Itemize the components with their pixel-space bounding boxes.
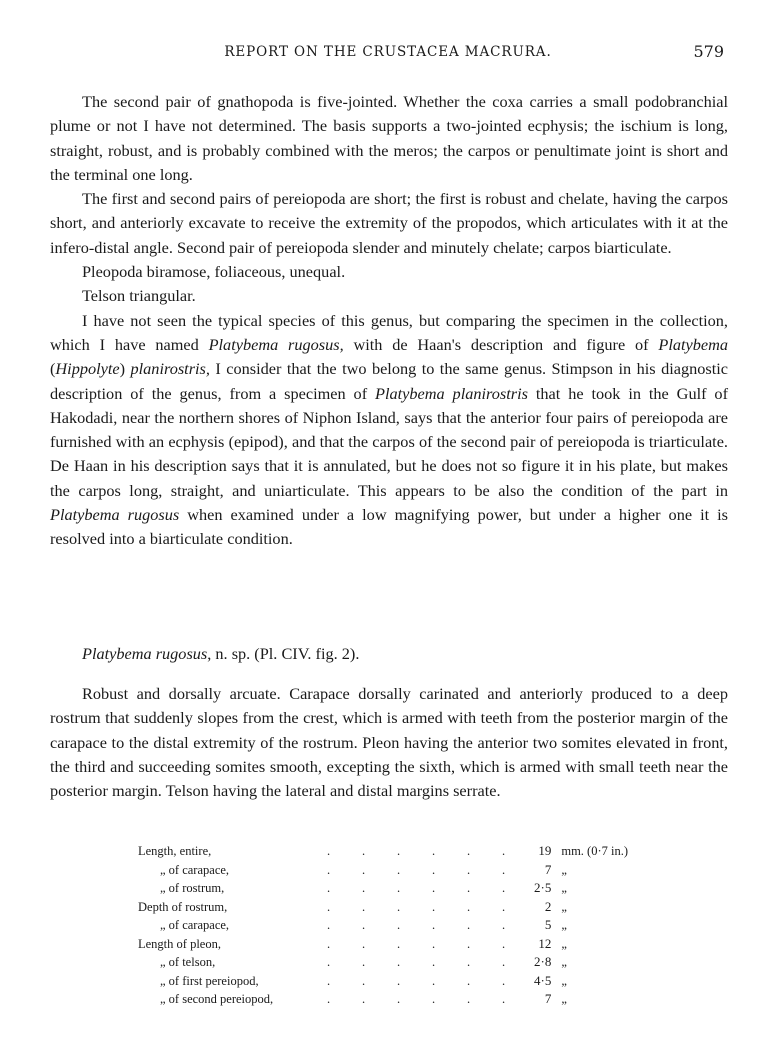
leader-dot: . [502,918,506,932]
leader-dot: . [432,844,436,858]
leader-dot: . [397,881,401,895]
leader-dot: . [362,881,366,895]
leader-dot: . [362,936,366,951]
measurement-unit: mm. (0·7 in.) [561,844,629,858]
leader-dot: . [502,955,506,969]
measurement-row [138,879,658,898]
leader-dot: . [467,992,471,1006]
paragraph-telson: Telson triangular. [82,286,196,306]
leader-dot: . [397,862,401,877]
leader-dot: . [432,955,436,969]
leader-dot: . [397,899,401,914]
measurement-value: 4·5 [534,972,552,988]
leader-dot: . [467,899,471,914]
leader-dot: . [502,973,506,988]
measurement-value: 2 [544,898,552,914]
leader-dot: . [327,992,331,1006]
measurement-value: 2·5 [534,880,552,895]
measurements-body [138,842,658,1009]
body-text [50,90,728,552]
genus-name: Hippolyte [55,359,120,379]
leader-dot: . [362,844,366,858]
paragraph-gnathopoda: The second pair of gnathopoda is five-jointed. Whether the coxa carries a small podobranchial plume or not I have not determined. The basis supports a two-jointed ecphysis; the ischium is long, straight, robust, and is probably combined with the meros; the carpos or penultimate joint is short and the terminal one long. [50,92,728,184]
leader-dot: . [467,973,471,988]
leader-dot: . [432,936,436,951]
leader-dot: . [432,862,436,877]
measurement-unit: „ [561,881,567,895]
species-heading-name: Platybema rugosus [82,644,208,663]
leader-dot: . [397,936,401,951]
measurement-value: 7 [544,861,552,877]
leader-dot: . [327,899,331,914]
measurement-unit: „ [561,862,567,877]
measurement-unit: „ [561,955,567,969]
species-name: Platybema rugosus, [208,334,344,354]
description-paragraph: Robust and dorsally arcuate. Carapace dorsally carinated and anteriorly produced to a deep rostrum that suddenly slopes from the crest, which is armed with teeth from the posterior margin of the carapace to the distal extremity of the rostrum. Pleon having the anterior two somites elevated in front, the third and succeeding somites smooth, excepting the sixth, which is armed with small teeth near the posterior margin. Telson having the lateral and distal margins serrate. [50,684,728,801]
leader-dot: . [327,844,331,858]
measurement-row [138,953,658,972]
page-number: 579 [693,42,724,61]
leader-dot: . [362,899,366,914]
species-name: Platybema rugosus [50,505,180,525]
text-run: I have not seen the typical species of this genus, but comparing the specimen in the collection, which I have named [50,310,728,354]
leader-dots [311,972,521,991]
measurement-value: 7 [544,991,552,1006]
leader-dot: . [397,844,401,858]
leader-dots [311,916,521,935]
measurement-row [138,898,658,917]
measurement-label: „ of first pereiopod, [160,973,259,988]
measurement-row [138,935,658,954]
leader-dots [311,898,521,917]
measurement-row [138,972,658,991]
species-epithet: planirostris, [130,359,210,379]
measurement-label: „ of telson, [160,955,216,969]
leader-dot: . [327,862,331,877]
species-name: Platybema planirostris [375,383,528,403]
measurement-row [138,861,658,880]
leader-dot: . [467,936,471,951]
leader-dot: . [327,955,331,969]
text-run: I consider that the two belong to the same genus. Stimpson in his diagnostic description of the genus, from a specimen of [50,359,728,403]
leader-dots [311,842,521,861]
leader-dots [311,990,521,1009]
leader-dot: . [327,936,331,951]
species-description [50,682,728,803]
leader-dot: . [467,955,471,969]
measurements-table [138,842,658,1009]
measurement-label: „ of second pereiopod, [160,992,274,1006]
measurement-value: 19 [538,843,552,858]
leader-dot: . [362,973,366,988]
measurement-label: „ of carapace, [160,918,230,932]
measurement-label: Length of pleon, [138,936,221,951]
measurement-label: Depth of rostrum, [138,899,228,914]
leader-dot: . [397,973,401,988]
species-heading-suffix: , n. sp. (Pl. CIV. fig. 2). [207,644,360,663]
text-run: ) [119,359,131,379]
paragraph-pleopoda: Pleopoda biramose, foliaceous, unequal. [82,262,346,282]
leader-dot: . [502,844,506,858]
text-run: ( [50,359,56,379]
leader-dots [311,953,521,972]
text-run: when examined under a low magnifying power, but under a higher one it is resolved into a biarticulate condition. [50,505,728,549]
measurement-unit: „ [561,973,567,988]
leader-dot: . [502,881,506,895]
running-head: REPORT ON THE CRUSTACEA MACRURA. [224,44,552,60]
measurement-unit: „ [561,992,567,1006]
measurement-label: Length, entire, [138,844,212,858]
leader-dot: . [327,973,331,988]
leader-dots [311,861,521,880]
leader-dot: . [502,992,506,1006]
leader-dot: . [362,918,366,932]
leader-dot: . [432,992,436,1006]
leader-dot: . [467,918,471,932]
leader-dots [311,935,521,954]
measurement-value: 5 [544,917,552,932]
measurement-row [138,916,658,935]
leader-dot: . [432,918,436,932]
page-header [0,44,776,68]
leader-dot: . [362,862,366,877]
paragraph-pereiopoda: The first and second pairs of pereiopoda are short; the first is robust and chelate, having the carpos short, and anteriorly excavate to receive the extremity of the propodos, which articulates with it at the infero-distal angle. Second pair of pereiopoda slender and minutely chelate; carpos biarticulate. [50,189,728,257]
measurement-unit: „ [561,918,567,932]
leader-dots [311,879,521,898]
leader-dot: . [397,992,401,1006]
text-run: with de Haan's description and figure of [343,334,659,354]
species-heading [82,644,359,664]
leader-dot: . [397,918,401,932]
text-run: that he took in the Gulf of Hakodadi, near the northern shores of Niphon Island, says that the anterior four pairs of pereiopoda are furnished with an ecphysis (epipod), and that the carpos of the second pair of pereiopoda is triarticulate. De Haan in his description says that it is annulated, but he does not so figure it in his plate, but makes the carpos long, straight, and uniarticulate. This appears to be also the condition of the part in [50,383,728,500]
measurement-label: „ of rostrum, [160,881,225,895]
leader-dot: . [432,881,436,895]
leader-dot: . [467,862,471,877]
leader-dot: . [362,992,366,1006]
measurement-value: 2·8 [534,954,552,969]
leader-dot: . [432,973,436,988]
leader-dot: . [327,881,331,895]
leader-dot: . [502,899,506,914]
leader-dot: . [362,955,366,969]
measurement-label: „ of carapace, [160,862,230,877]
measurement-unit: „ [561,936,567,951]
leader-dot: . [467,844,471,858]
leader-dot: . [432,899,436,914]
leader-dot: . [502,936,506,951]
measurement-value: 12 [538,935,552,951]
leader-dot: . [467,881,471,895]
leader-dot: . [327,918,331,932]
leader-dot: . [502,862,506,877]
genus-name: Platybema [658,334,728,354]
measurement-row [138,990,658,1009]
paragraph-genus-discussion [50,309,728,552]
leader-dot: . [397,955,401,969]
measurement-unit: „ [561,899,567,914]
measurement-row [138,842,658,861]
